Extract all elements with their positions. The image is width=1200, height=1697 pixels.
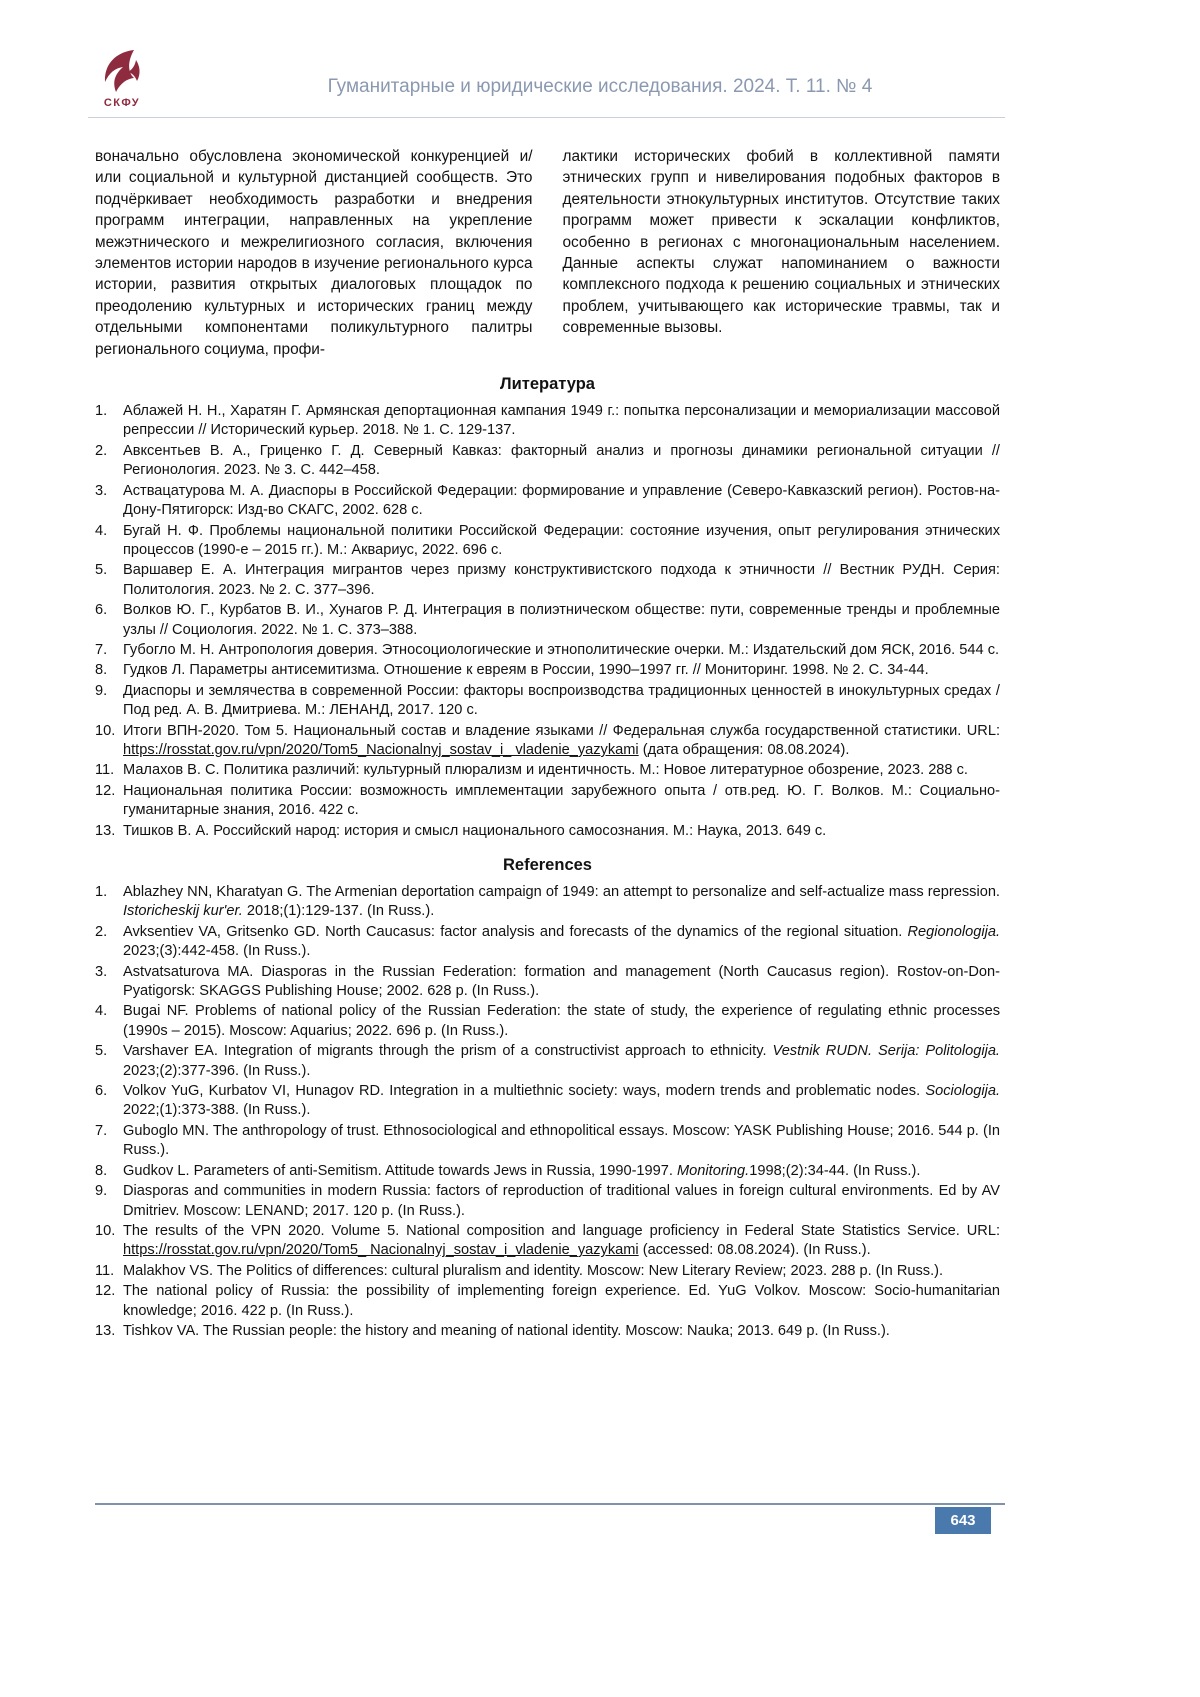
reference-item [95, 482, 1000, 521]
page-number-badge: 643 [935, 1507, 991, 1534]
reference-text: Malakhov VS. The Politics of differences: cultural pluralism and identity. Moscow: New Literary Review; 2023. 288 p. (In Russ.). [123, 1262, 944, 1279]
reference-text: Astvatsaturova MA. Diasporas in the Russian Federation: formation and management (North Caucasus region). Rostov-on-Don-Pyatigorsk: SKAGGS Publishing House; 2002. 628 p. (In Russ.). [123, 963, 1000, 1000]
journal-title-italic: Sociologija. [925, 1083, 1000, 1100]
reference-text: The national policy of Russia: the possibility of implementing foreign experience. Ed. YuG Volkov. Moscow: Socio-humanitarian knowledge; 2016. 422 p. (In Russ.). [123, 1283, 1000, 1319]
reference-item [95, 1042, 1000, 1081]
reference-text: Авксентьев В. А., Гриценко Г. Д. Северный Кавказ: факторный анализ и прогнозы динамики региональной ситуации // Регионология. 2023. № 3. С. 442–458. [123, 442, 1000, 479]
reference-text: Ablazhey NN, Kharatyan G. The Armenian deportation campaign of 1949: an attempt to personalize and self-actualize mass repression. Istoricheskij kur'er. 2018;(1):129-137. (In Russ.). [123, 884, 1000, 920]
reference-item [95, 1122, 1000, 1161]
reference-number: 5. [95, 1043, 108, 1060]
reference-item [95, 963, 1000, 1002]
reference-number: 9. [95, 1183, 108, 1200]
reference-text: Бугай Н. Ф. Проблемы национальной политики Российской Федерации: состояние изучения, опыт регулирования этнических процессов (1990-е – 2015 гг.). М.: Аквариус, 2022. 696 с. [123, 522, 1000, 558]
reference-text: Диаспоры и землячества в современной России: факторы воспроизводства традиционных ценностей в инокультурных средах / Под ред. А. В. Дмитриева. М.: ЛЕНАНД, 2017. 120 с. [123, 682, 1000, 719]
reference-text: Volkov YuG, Kurbatov VI, Hunagov RD. Integration in a multiethnic society: ways, modern trends and problematic nodes. Sociologija. 2022;(1):373-388. (In Russ.). [123, 1083, 1000, 1119]
reference-number: 1. [95, 884, 108, 900]
reference-item [95, 1082, 1000, 1121]
reference-text: The results of the VPN 2020. Volume 5. National composition and language proficiency in Federal State Statistics Service. URL: https://rosstat.gov.ru/vpn/2020/Tom5_ Nacionalnyj_sostav_i_vladenie_yazykami (accessed: 08.08.2024). (In Russ.). [123, 1222, 1000, 1259]
reference-item [95, 402, 1000, 441]
journal-title-italic: Istoricheskij kur'er. [123, 903, 243, 920]
reference-text: Гудков Л. Параметры антисемитизма. Отношение к евреям в России, 1990–1997 гг. // Мониторинг. 1998. № 2. С. 34-44. [123, 662, 929, 679]
reference-item [95, 1282, 1000, 1321]
reference-url-link[interactable]: https://rosstat.gov.ru/vpn/2020/Tom5_Nacionalnyj_sostav_i_ vladenie_yazykami [123, 741, 639, 758]
journal-title: Гуманитарные и юридические исследования. 2024. Т. 11. № 4 [327, 76, 873, 97]
reference-item [95, 1182, 1000, 1221]
reference-number: 2. [95, 442, 108, 459]
reference-number: 3. [95, 482, 108, 499]
reference-number: 11. [95, 762, 115, 779]
reference-text: Губогло М. Н. Антропология доверия. Этносоциологические и этнополитические очерки. М.: Издательский дом ЯСК, 2016. 544 с. [123, 641, 1000, 658]
reference-number: 11. [95, 1262, 115, 1279]
article-content [95, 146, 1000, 1342]
reference-number: 3. [95, 963, 108, 980]
reference-number: 7. [95, 641, 108, 658]
reference-number: 6. [95, 1083, 108, 1100]
reference-number: 9. [95, 682, 108, 699]
reference-item [95, 1322, 1000, 1341]
reference-item [95, 1222, 1000, 1261]
reference-number: 8. [95, 1162, 108, 1179]
journal-title-italic: Monitoring. [677, 1162, 750, 1179]
reference-text: Итоги ВПН-2020. Том 5. Национальный состав и владение языками // Федеральная служба государственной статистики. URL: https://rosstat.gov.ru/vpn/2020/Tom5_Nacionalnyj_sostav_i_ vladenie_yazykami (дата обращения: 08.08.2024). [123, 722, 1000, 758]
body-left-column: воначально обусловлена экономической конкуренцией и/или социальной и культурной дистанцией сообществ. Это подчёркивает необходимость разработки и внедрения программ интеграции, направленных на укрепление межэтнического и межрелигиозного согласия, включения элементов истории народов в изучение регионального курса истории, развития открытых диалоговых площадок по преодолению культурных и исторических границ между отдельными компонентами поликультурного палитры регионального социума, профи- [95, 148, 533, 358]
reference-item [95, 1262, 1000, 1281]
reference-text: Guboglo MN. The anthropology of trust. Ethnosociological and ethnopolitical essays. Moscow: YASK Publishing House; 2016. 544 p. (In Russ.). [123, 1122, 1000, 1159]
reference-number: 6. [95, 602, 108, 619]
header-divider [88, 117, 1005, 118]
reference-text: Аствацатурова М. А. Диаспоры в Российской Федерации: формирование и управление (Северо-Кавказский регион). Ростов-на-Дону-Пятигорск: Изд-во СКАГС, 2002. 628 с. [123, 482, 1000, 519]
reference-text: Tishkov VA. The Russian people: the history and meaning of national identity. Moscow: Nauka; 2013. 649 p. (In Russ.). [123, 1322, 890, 1339]
reference-number: 12. [95, 1283, 116, 1300]
reference-item [95, 761, 1000, 780]
reference-text: Малахов В. С. Политика различий: культурный плюрализм и идентичность. М.: Новое литературное обозрение, 2023. 288 с. [123, 762, 968, 779]
journal-title-italic: Regionologija. [907, 923, 1000, 940]
reference-number: 2. [95, 923, 108, 940]
references-heading: References [503, 856, 592, 874]
reference-item [95, 561, 1000, 600]
body-right-column: лактики исторических фобий в коллективной памяти этнических групп и нивелирования подобных факторов в деятельности этнокультурных институтов. Отсутствие таких программ может привести к эскалации конфликтов, особенно в регионах с многонациональным населением. Данные аспекты служат напоминанием о важности комплексного подхода к решению социальных и этнических проблем, учитывающего как исторические травмы, так и современные вызовы. [562, 148, 1000, 337]
reference-text: Аблажей Н. Н., Харатян Г. Армянская депортационная кампания 1949 г.: попытка персонализации и мемориализации массовой репрессии // Исторический курьер. 2018. № 1. С. 129-137. [123, 403, 1000, 439]
reference-number: 13. [95, 822, 116, 839]
reference-number: 10. [95, 722, 116, 739]
reference-number: 12. [95, 782, 116, 799]
reference-item [95, 442, 1000, 481]
reference-item [95, 722, 1000, 761]
reference-item [95, 822, 1000, 841]
reference-item [95, 641, 1000, 660]
reference-text: Varshaver EA. Integration of migrants through the prism of a constructivist approach to ethnicity. Vestnik RUDN. Serija: Politologija. 2023;(2):377-396. (In Russ.). [123, 1043, 1000, 1079]
reference-text: Варшавер Е. А. Интеграция мигрантов через призму конструктивистского подхода к этничности // Вестник РУДН. Серия: Политология. 2023. № 2. С. 377–396. [123, 562, 1000, 598]
reference-number: 4. [95, 1003, 108, 1020]
reference-text: Gudkov L. Parameters of anti-Semitism. Attitude towards Jews in Russia, 1990-1997. Monitoring.1998;(2):34-44. (In Russ.). [123, 1162, 921, 1179]
reference-number: 5. [95, 562, 108, 579]
reference-item [95, 923, 1000, 962]
reference-text: Diasporas and communities in modern Russia: factors of reproduction of traditional values in foreign cultural environments. Ed by AV Dmitriev. Moscow: LENAND; 2017. 120 p. (In Russ.). [123, 1183, 1000, 1219]
reference-number: 8. [95, 662, 108, 679]
reference-item [95, 883, 1000, 922]
reference-text: Bugai NF. Problems of national policy of the Russian Federation: the state of study, the experience of regulating ethnic processes (1990s – 2015). Moscow: Aquarius; 2022. 696 p. (In Russ.). [123, 1003, 1000, 1039]
reference-text: Тишков В. А. Российский народ: история и смысл национального самосознания. М.: Наука, 2013. 649 с. [123, 822, 827, 839]
reference-item [95, 1002, 1000, 1041]
reference-item [95, 682, 1000, 721]
journal-title-italic: Vestnik RUDN. Serija: Politologija. [772, 1043, 1000, 1060]
reference-number: 10. [95, 1222, 116, 1239]
reference-item [95, 601, 1000, 640]
literatura-list [95, 402, 1000, 841]
article-body [95, 146, 1000, 360]
reference-number: 4. [95, 522, 108, 539]
reference-item [95, 782, 1000, 821]
reference-number: 13. [95, 1322, 116, 1339]
reference-text: Национальная политика России: возможность имплементации зарубежного опыта / отв.ред. Ю. Г. Волков. М.: Социально-гуманитарные знания, 2016. 422 с. [123, 782, 1000, 819]
reference-text: Волков Ю. Г., Курбатов В. И., Хунагов Р. Д. Интеграция в полиэтническом обществе: пути, современные тренды и проблемные узлы // Социология. 2022. № 1. С. 373–388. [123, 602, 1000, 638]
reference-number: 1. [95, 403, 108, 420]
reference-item [95, 1162, 1000, 1181]
skfu-logo-text: СКФУ [103, 97, 141, 109]
literatura-heading: Литература [500, 375, 595, 394]
reference-url-link[interactable]: https://rosstat.gov.ru/vpn/2020/Tom5_ Nacionalnyj_sostav_i_vladenie_yazykami [123, 1242, 639, 1259]
reference-number: 7. [95, 1122, 108, 1139]
references-list [95, 883, 1000, 1341]
reference-text: Avksentiev VA, Gritsenko GD. North Caucasus: factor analysis and forecasts of the dynamics of the regional situation. Regionologija. 2023;(3):442-458. (In Russ.). [123, 923, 1000, 960]
reference-item [95, 522, 1000, 561]
footer-divider [95, 1503, 1005, 1505]
reference-item [95, 661, 1000, 680]
